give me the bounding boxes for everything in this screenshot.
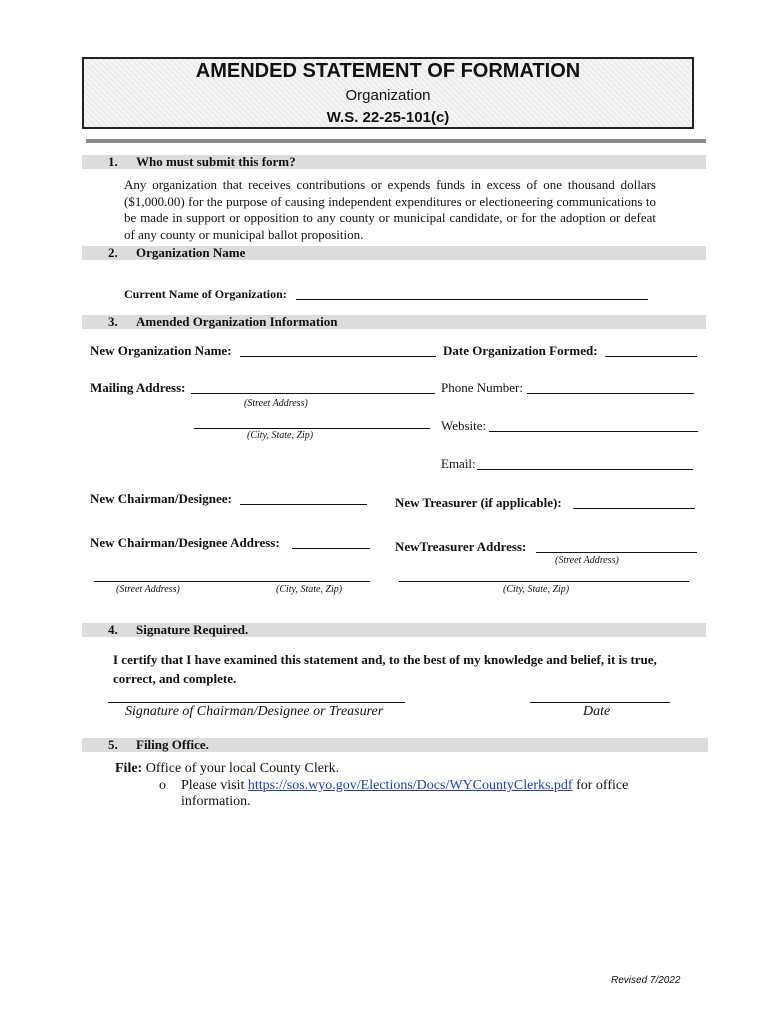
date-field[interactable] xyxy=(530,702,670,703)
page-subtitle: Organization xyxy=(345,87,431,104)
file-text: Office of your local County Clerk. xyxy=(145,761,340,776)
visit-prefix: Please visit xyxy=(181,778,245,793)
certification-text: I certify that I have examined this statement and, to the best of my knowledge and belief, it is true, correct, and complete. xyxy=(113,652,657,686)
section-3-number: 3. xyxy=(108,314,118,329)
current-name-label: Current Name of Organization: xyxy=(124,287,287,301)
chairman-address-field[interactable] xyxy=(292,548,370,549)
date-formed-label: Date Organization Formed: xyxy=(443,343,598,358)
file-line xyxy=(115,761,339,777)
website-label: Website: xyxy=(441,418,487,433)
phone-field[interactable] xyxy=(527,393,694,394)
treasurer-label: New Treasurer (if applicable): xyxy=(395,495,562,510)
mailing-city-field[interactable] xyxy=(194,428,430,429)
section-5-title: Filing Office. xyxy=(136,737,209,752)
current-name-field[interactable] xyxy=(296,299,648,300)
email-label: Email: xyxy=(441,456,476,471)
treasurer-address-field[interactable] xyxy=(536,552,697,553)
signature-caption: Signature of Chairman/Designee or Treasurer xyxy=(125,704,384,719)
date-caption: Date xyxy=(583,704,611,719)
section-4-title: Signature Required. xyxy=(136,622,249,637)
file-label: File: xyxy=(115,761,143,776)
city-caption: (City, State, Zip) xyxy=(247,430,314,441)
chair-street-caption: (Street Address) xyxy=(116,584,180,595)
signature-field[interactable] xyxy=(108,702,405,703)
website-field[interactable] xyxy=(489,431,698,432)
visit-suffix: for office xyxy=(576,778,629,793)
bullet: o xyxy=(159,778,166,793)
email-field[interactable] xyxy=(477,469,693,470)
mailing-address-label: Mailing Address: xyxy=(90,380,186,395)
new-org-name-label: New Organization Name: xyxy=(90,343,232,358)
county-clerks-link[interactable]: https://sos.wyo.gov/Elections/Docs/WYCountyClerks.pdf xyxy=(247,778,573,793)
statute-reference: W.S. 22-25-101(c) xyxy=(326,109,450,126)
chairman-address-label: New Chairman/Designee Address: xyxy=(90,535,280,550)
section-1-number: 1. xyxy=(108,154,118,169)
section-5-number: 5. xyxy=(108,737,118,752)
chairman-label: New Chairman/Designee: xyxy=(90,491,232,506)
page-title: AMENDED STATEMENT OF FORMATION xyxy=(195,60,581,82)
chairman-city-field[interactable] xyxy=(94,581,370,582)
treasurer-city-field[interactable] xyxy=(399,581,689,582)
header-divider xyxy=(86,139,706,143)
date-formed-field[interactable] xyxy=(605,356,697,357)
section-1-body: Any organization that receives contributions or expends funds in excess of one thousand dollars ($1,000.00) for the purpose of causing independent expenditures or electioneering communications to be made in support or opposition to any county or municipal candidate, or for the adoption or defeat of any county or municipal ballot proposition. xyxy=(124,177,656,242)
phone-label: Phone Number: xyxy=(441,380,523,395)
chair-city-caption: (City, State, Zip) xyxy=(276,584,343,595)
treasurer-city-caption: (City, State, Zip) xyxy=(503,584,570,595)
section-2-title: Organization Name xyxy=(136,245,246,260)
section-2-number: 2. xyxy=(108,245,118,260)
revised-date: Revised 7/2022 xyxy=(611,975,681,986)
street-caption: (Street Address) xyxy=(244,398,308,409)
visit-line xyxy=(181,778,628,794)
treasurer-field[interactable] xyxy=(573,508,695,509)
mailing-street-field[interactable] xyxy=(191,393,435,394)
treasurer-street-caption: (Street Address) xyxy=(555,555,619,566)
new-org-name-field[interactable] xyxy=(240,356,436,357)
chairman-field[interactable] xyxy=(240,504,367,505)
section-3-title: Amended Organization Information xyxy=(136,314,338,329)
section-4-number: 4. xyxy=(108,622,118,637)
treasurer-address-label: NewTreasurer Address: xyxy=(395,539,527,554)
visit-suffix-2: information. xyxy=(181,794,251,809)
section-1-title: Who must submit this form? xyxy=(136,154,296,169)
